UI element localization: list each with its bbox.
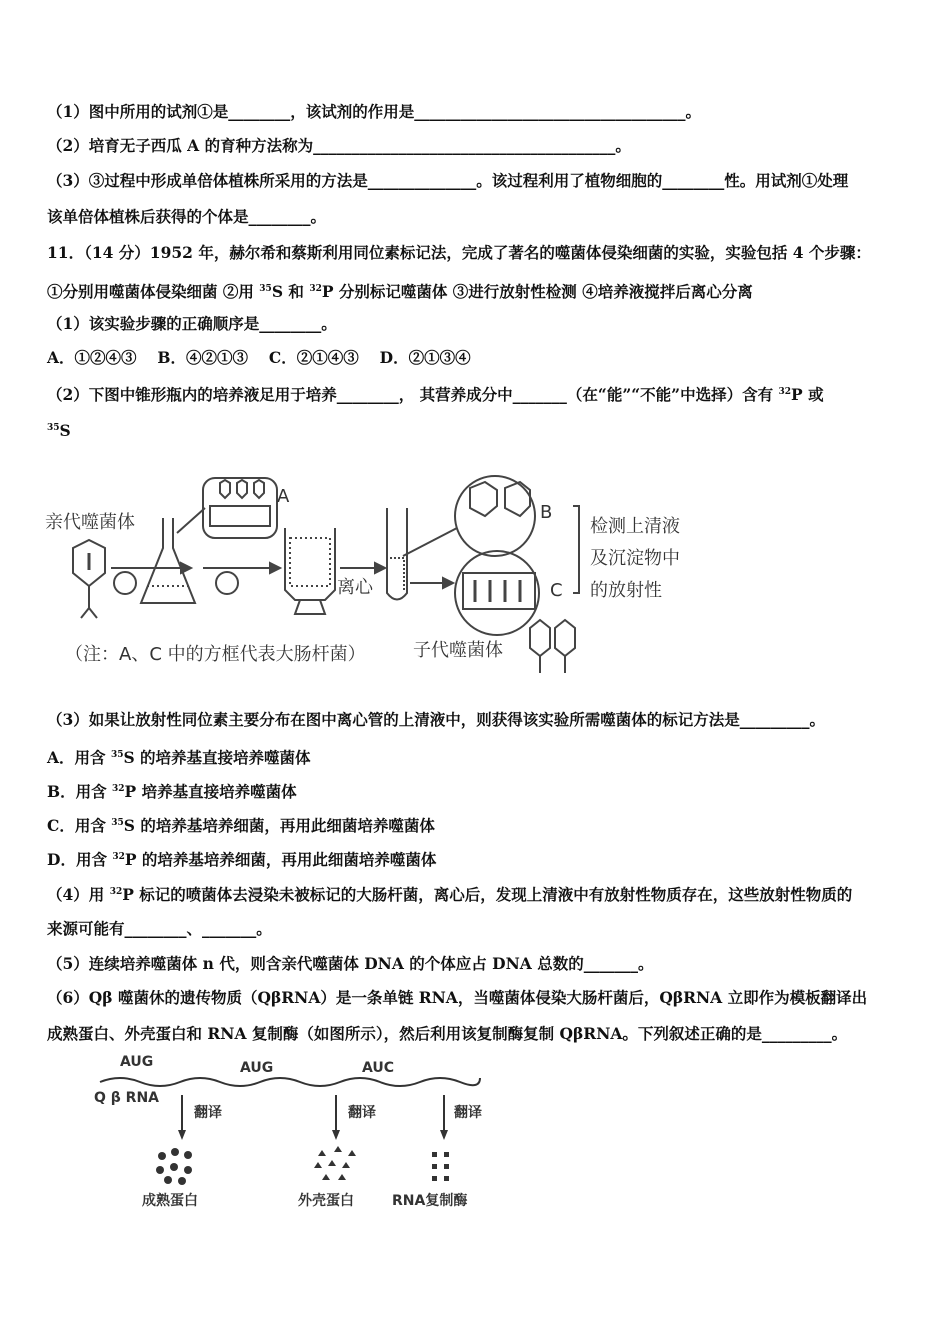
q11-part6-cont: 成熟蛋白、外壳蛋白和 RNA 复制酶（如图所示），然后利用该复制酶复制 QβRNA。下列叙述正确的是_________。 <box>47 1024 848 1043</box>
q10-part3-cont: 该单倍体植株后获得的个体是________。 <box>47 207 327 226</box>
q11-part2-cont <box>47 418 71 441</box>
q11-intro: 11．（14 分）1952 年，赫尔希和蔡斯利用同位素标记法，完成了著名的噬菌体侵染细菌的实验，实验包括 4 个步骤： <box>47 243 871 262</box>
translate-label-3: 翻译 <box>454 1105 482 1121</box>
superscript: 32 <box>309 284 322 294</box>
product-mature-protein: 成熟蛋白 <box>142 1193 198 1209</box>
superscript: 35 <box>47 423 60 433</box>
superscript: 35 <box>259 284 272 294</box>
arrow-icon <box>177 508 205 533</box>
q11-part5: （5）连续培养噬菌体 n 代，则含亲代噬菌体 DNA 的个体应占 DNA 总数的_______。 <box>47 954 654 973</box>
q11-part6: （6）Qβ 噬菌休的遗传物质（QβRNA）是一条单链 RNA，当噬菌体侵染大肠杆菌后，QβRNA 立即作为模板翻译出 <box>47 988 868 1007</box>
codon-2: AUG <box>240 1060 274 1076</box>
superscript: 35 <box>110 750 124 760</box>
option-text: P 的培养基培养细菌，再用此细菌培养噬菌体 <box>124 850 437 869</box>
sediment-circle-icon <box>455 551 539 635</box>
rna-strand-icon <box>100 1078 480 1086</box>
detect-line1: 检测上清液 <box>590 516 680 537</box>
option-d <box>47 847 436 870</box>
arrow-icon <box>403 528 457 556</box>
detect-line2: 及沉淀物中 <box>590 548 680 569</box>
centrifuge-label: 离心 <box>337 577 373 598</box>
option-text: B．用含 <box>47 782 112 801</box>
option-c <box>47 813 435 836</box>
q11-part2-text: P 或 <box>791 385 824 404</box>
q11-part4-text: P 标记的喷菌体去浸染未被标记的大肠杆菌，离心后，发现上清液中有放射性物质存在，这些放射性物质的 <box>122 885 853 904</box>
superscript: 35 <box>111 818 124 828</box>
offspring-label: 子代噬菌体 <box>413 640 503 661</box>
option-text: S 的培养基培养细菌，再用此细菌培养噬菌体 <box>123 816 435 835</box>
option-text: P 培养基直接培养噬菌体 <box>124 782 297 801</box>
qbeta-figure <box>90 1054 490 1220</box>
codon-3: AUC <box>362 1060 395 1076</box>
superscript: 32 <box>109 887 123 897</box>
q11-part2-text: （2）下图中锥形瓶内的培养液足用于培养________， 其营养成分中_______（在“能”“不能”中选择）含有 <box>47 385 779 404</box>
codon-1: AUG <box>120 1054 154 1070</box>
product-coat-protein: 外壳蛋白 <box>298 1193 354 1209</box>
option-text: D．用含 <box>47 850 113 869</box>
q11-part4-text: （4）用 <box>47 885 110 904</box>
q11-steps-text: S 和 <box>271 282 310 301</box>
q10-part2: （2）培育无子西瓜 A 的育种方法称为_______________________________________。 <box>47 136 631 155</box>
q10-part1: （1）图中所用的试剂①是________，该试剂的作用是___________________________________。 <box>47 102 702 121</box>
q11-part2 <box>47 382 824 405</box>
option-text: A．用含 <box>47 748 111 767</box>
experiment-figure <box>45 468 905 683</box>
superscript: 32 <box>112 784 125 794</box>
q11-part1-options: A．①②④③ B．④②①③ C．②①④③ D．②①③④ <box>47 348 471 367</box>
product-rna-replicase: RNA复制酶 <box>392 1193 468 1209</box>
label-b: B <box>540 502 553 523</box>
option-a <box>47 745 311 768</box>
option-text: S 的培养基直接培养噬菌体 <box>123 748 311 767</box>
label-c: C <box>550 580 563 601</box>
q11-part4-cont: 来源可能有________、_______。 <box>47 919 272 938</box>
parent-phage-label: 亲代噬菌体 <box>45 512 135 533</box>
q11-steps-text: ①分别用噬菌体侵染细菌 ②用 <box>47 282 260 301</box>
superscript: 32 <box>778 387 792 397</box>
q11-part1: （1）该实验步骤的正确顺序是________。 <box>47 314 337 333</box>
q10-part3: （3）③过程中形成单倍体植株所采用的方法是______________。该过程利用了植物细胞的________性。用试剂①处理 <box>47 171 849 190</box>
figure-note: （注：A、C 中的方框代表大肠杆菌） <box>65 644 366 665</box>
detect-line3: 的放射性 <box>590 580 662 601</box>
q11-steps-text: P 分别标记噬菌体 ③进行放射性检测 ④培养液搅拌后离心分离 <box>321 282 753 301</box>
translate-label-2: 翻译 <box>348 1105 376 1121</box>
superscript: 32 <box>112 852 125 862</box>
q11-part3: （3）如果让放射性同位素主要分布在图中离心管的上清液中，则获得该实验所需噬菌体的标记方法是_________。 <box>47 710 826 729</box>
rna-label: Q β RNA <box>94 1090 160 1106</box>
option-text: C．用含 <box>47 816 112 835</box>
option-b <box>47 779 297 802</box>
q11-part2-text: S <box>59 421 71 440</box>
label-a: A <box>277 486 290 507</box>
bacteria-box-icon <box>203 478 277 538</box>
translate-label-1: 翻译 <box>194 1105 222 1121</box>
q11-part4 <box>47 882 852 905</box>
flask-icon <box>141 518 195 603</box>
q11-steps <box>47 279 753 302</box>
